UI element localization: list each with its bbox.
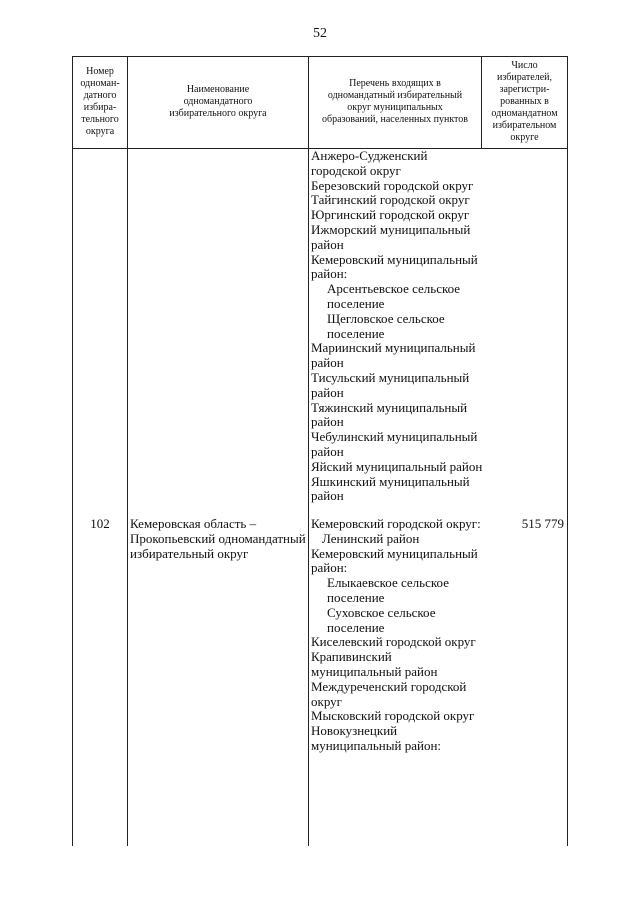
municipality-entry: район — [311, 488, 344, 504]
municipality-entry: Березовский городской округ — [311, 177, 474, 193]
municipality-entry: Анжеро-Судженский — [311, 148, 428, 163]
header-line: избирательном — [492, 120, 557, 131]
municipality-entry: Тисульский муниципальный — [311, 369, 470, 385]
municipality-entry: Яйский муниципальный район — [311, 458, 483, 474]
district-municipality-list — [309, 517, 483, 754]
municipality-entry: район — [311, 236, 344, 252]
municipality-entry: Тайгинский городской округ — [311, 192, 470, 208]
district-number: 102 — [90, 516, 110, 531]
municipality-entry: поселение — [327, 325, 385, 341]
municipality-entry: поселение — [327, 619, 385, 635]
header-line: Перечень входящих в — [349, 78, 441, 89]
municipality-entry: Кемеровский муниципальный — [311, 545, 478, 561]
header-line: одноман- — [80, 78, 120, 89]
header-municipalities — [309, 56, 481, 148]
municipality-entry: район: — [311, 560, 348, 576]
municipality-entry: Юргинский городской округ — [311, 207, 470, 223]
district-name-line: избирательный округ — [130, 545, 249, 561]
municipality-entry: Кемеровский городской округ: — [311, 516, 481, 531]
header-district-name — [128, 56, 308, 148]
column-divider-1 — [127, 56, 128, 846]
table-border-right — [567, 56, 568, 846]
municipality-entry: район — [311, 443, 344, 459]
header-line: избира- — [83, 102, 117, 113]
header-line: Наименование — [186, 84, 250, 95]
header-line: Номер — [86, 66, 114, 77]
municipality-entry: поселение — [327, 589, 385, 605]
header-line: рованных в — [500, 96, 549, 107]
header-line: одномандатном — [491, 108, 558, 119]
voter-count: 515 779 — [521, 516, 564, 531]
municipality-entry: Елыкаевское сельское — [327, 575, 449, 591]
municipality-entry: Тяжинский муниципальный — [311, 399, 468, 415]
municipality-entry: городской округ — [311, 162, 401, 178]
municipality-entry: Крапивинский — [311, 649, 392, 665]
municipality-entry: Яшкинский муниципальный — [311, 473, 470, 489]
header-line: одномандатный избирательный — [327, 90, 463, 101]
header-line: избирательного округа — [169, 108, 267, 119]
municipality-entry: Мариинский муниципальный — [311, 340, 476, 356]
municipality-entry: Новокузнецкий — [311, 723, 398, 739]
municipality-entry: округ — [311, 693, 342, 709]
municipality-entry: муниципальный район: — [311, 737, 442, 753]
municipality-entry: Ижморский муниципальный — [311, 221, 471, 237]
municipality-entry: район — [311, 355, 344, 371]
page-number: 52 — [313, 26, 327, 41]
municipality-entry: муниципальный район — [311, 663, 438, 679]
municipality-entry: Мысковский городской округ — [311, 708, 475, 724]
municipality-entry: Суховское сельское — [327, 604, 436, 620]
municipality-entry: поселение — [327, 295, 385, 311]
municipality-entry: Арсентьевское сельское — [327, 281, 461, 297]
header-voter-count — [482, 56, 567, 148]
header-line: датного — [83, 90, 117, 101]
header-line: Число — [511, 60, 538, 71]
header-line: избирателей, — [496, 72, 552, 83]
municipality-entry: Междуреченский городской — [311, 678, 467, 694]
header-line: тельного — [81, 114, 119, 125]
header-line: зарегистри- — [499, 84, 550, 95]
header-line: образований, населенных пунктов — [321, 114, 469, 125]
district-name-line: Прокопьевский одномандатный — [130, 530, 306, 546]
municipality-entry: Ленинский район — [322, 530, 420, 546]
municipality-entry: Кемеровский муниципальный — [311, 251, 478, 267]
table-border-left — [72, 56, 73, 846]
municipality-entry: район — [311, 414, 344, 430]
header-district-number — [73, 56, 127, 148]
header-line: округ муниципальных — [347, 102, 443, 113]
municipality-entry: Киселевский городской округ — [311, 634, 476, 650]
district-name — [130, 517, 308, 561]
municipality-entry: район: — [311, 266, 348, 282]
district-name-line: Кемеровская область – — [130, 516, 257, 531]
continued-municipality-list — [309, 149, 483, 504]
districts-table — [72, 56, 568, 846]
header-line: округа — [85, 126, 115, 137]
municipality-entry: район — [311, 384, 344, 400]
municipality-entry: Щегловское сельское — [327, 310, 445, 326]
header-line: округе — [510, 132, 539, 143]
municipality-entry: Чебулинский муниципальный — [311, 429, 478, 445]
header-line: одномандатного — [183, 96, 253, 107]
